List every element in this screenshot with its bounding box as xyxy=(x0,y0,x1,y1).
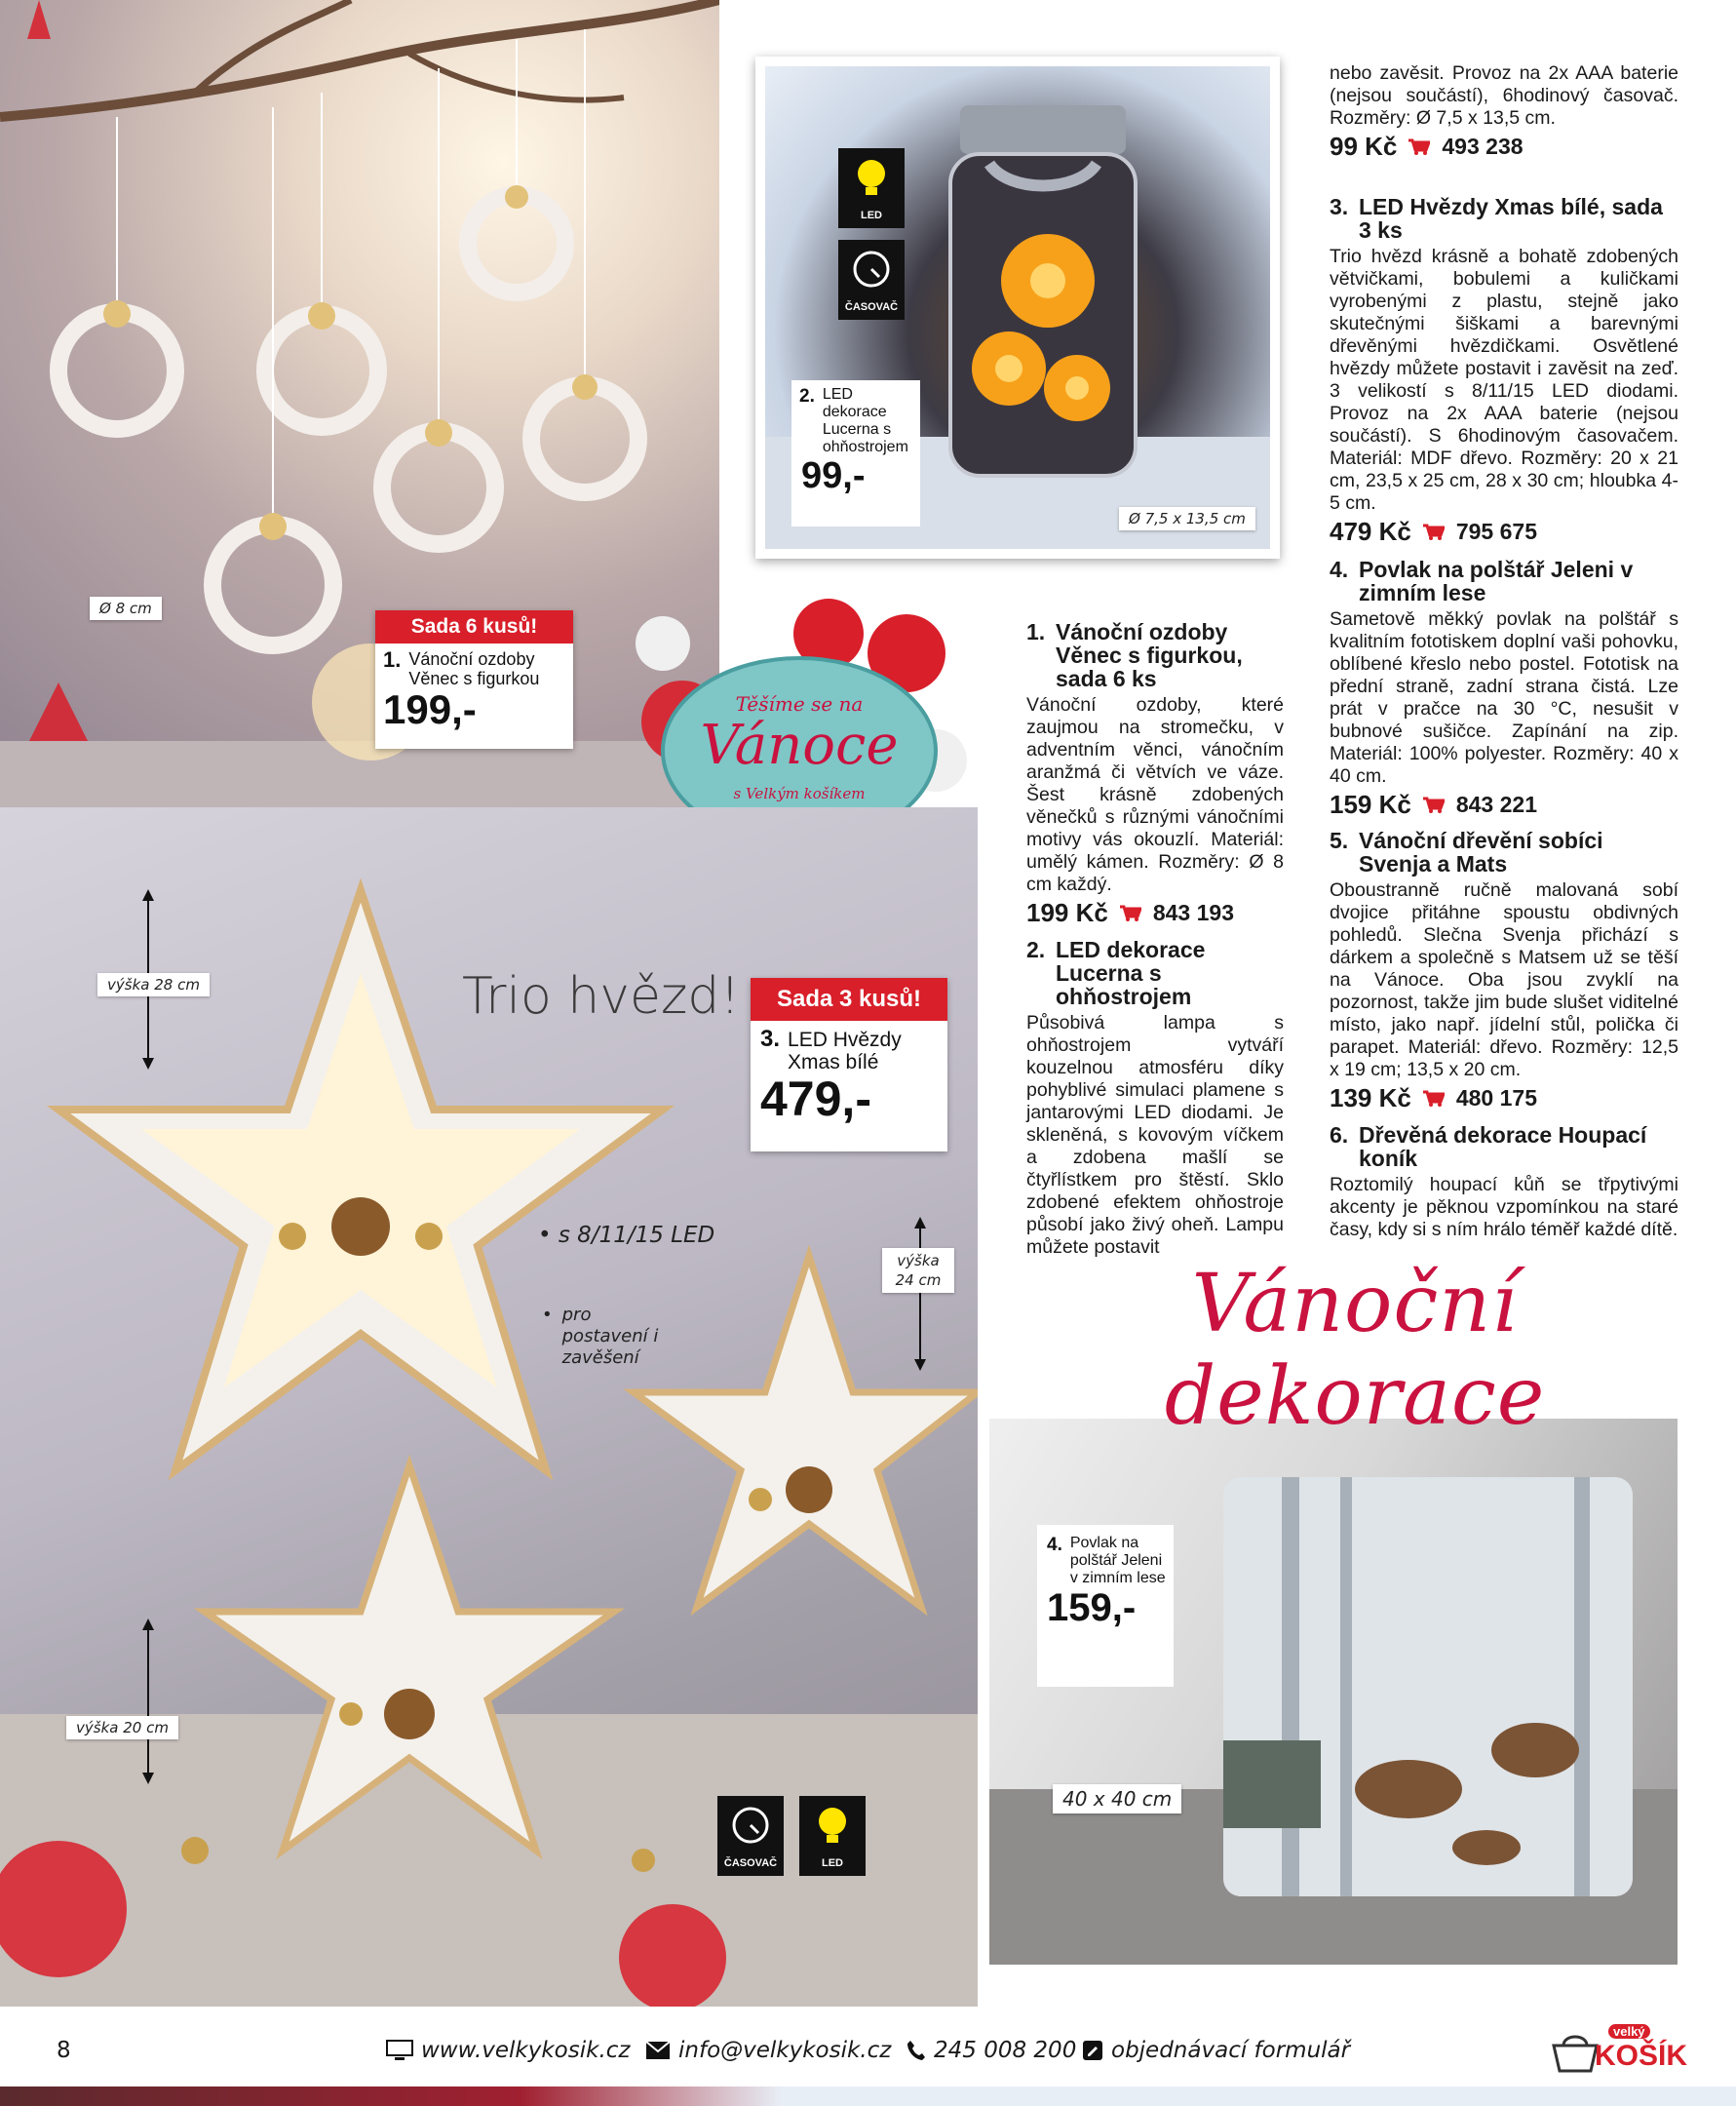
ornaments-tag-price: 199,- xyxy=(383,686,477,732)
lantern-tag-number: 2. xyxy=(799,386,815,407)
product-4-price: 159 Kč xyxy=(1330,790,1411,819)
product-2-continued xyxy=(1330,62,1678,161)
velky-kosik-logo[interactable] xyxy=(1550,2018,1686,2077)
phone-icon xyxy=(907,2040,926,2061)
product-4-description: Sametově měkký povlak na polštář s kvalitním fototiskem doplní vaši pohovku, oblíbené křeslo nebo postel. Fototisk na přední straně, zadní strana čistá. Lze prát v pračce na 30 °C, nesušit v bubnové sušičce. Zapínání na zip. Materiál: 100% polyester. Rozměry: 40 x 40 cm. xyxy=(1330,608,1678,787)
product-3-block xyxy=(1330,194,1678,546)
product-4-title: Povlak na polštář Jeleni v zimním lese xyxy=(1359,557,1634,605)
product-1-price-line xyxy=(1026,898,1284,927)
product-5-title: Vánoční dřevění sobíci Svenja a Mats xyxy=(1359,828,1603,877)
stars-bullet-mount-text: pro postavení i zavěšení xyxy=(561,1305,659,1368)
product-2-block xyxy=(1026,938,1284,1259)
led-label: LED xyxy=(861,210,882,221)
footer-email-link[interactable] xyxy=(645,2038,891,2063)
footer-phone-link[interactable] xyxy=(907,2038,1076,2063)
ornaments-price-tag xyxy=(375,610,573,749)
ornaments-tag-name: Vánoční ozdoby Věnec s figurkou xyxy=(408,649,540,688)
stars-tag-price: 479,- xyxy=(760,1072,871,1126)
product-6-block xyxy=(1330,1123,1678,1241)
logo-big-text: KOŠÍK xyxy=(1595,2040,1688,2072)
product-3-title: LED Hvězdy Xmas bílé, sada 3 ks xyxy=(1359,194,1663,243)
bottom-decor-strip xyxy=(0,2086,1736,2106)
cart-icon xyxy=(1423,524,1445,541)
stars-led-badge xyxy=(799,1796,866,1876)
footer-email-text: info@velkykosik.cz xyxy=(678,2038,892,2063)
ornaments-photo xyxy=(0,0,719,807)
stars-bullet-mount: • pro postavení i zavěšení xyxy=(542,1305,659,1368)
product-6-title: Dřevěná dekorace Houpací koník xyxy=(1359,1122,1647,1171)
lantern-price-tag xyxy=(791,380,920,526)
product-5-price: 139 Kč xyxy=(1330,1083,1411,1112)
timer-icon xyxy=(838,240,905,298)
cart-icon xyxy=(1120,905,1141,922)
page-number: 8 xyxy=(57,2038,71,2063)
envelope-icon xyxy=(645,2041,671,2060)
product-3-code: 795 675 xyxy=(1455,519,1537,544)
logo-small-text: velký xyxy=(1608,2024,1650,2039)
stars-timer-label: ČASOVAČ xyxy=(723,1857,778,1869)
cart-icon xyxy=(1408,138,1430,156)
product-4-code: 843 221 xyxy=(1455,792,1537,817)
product-4-block xyxy=(1330,557,1678,819)
product-2-code: 493 238 xyxy=(1442,134,1524,159)
footer-order-form-link[interactable] xyxy=(1082,2038,1350,2063)
product-4-price-line xyxy=(1330,790,1678,819)
stars-dimension-28: výška 28 cm xyxy=(97,973,210,996)
stars-set-header: Sada 3 kusů! xyxy=(751,978,947,1021)
product-5-code: 480 175 xyxy=(1455,1085,1537,1111)
product-6-description: Roztomilý houpací kůň se třpytivými akcenty je pěknou vzpomínkou na staré časy, kdy si s ním hrálo téměř každé dítě. xyxy=(1330,1174,1678,1240)
footer-web-link[interactable] xyxy=(386,2038,630,2063)
lantern-led-badge xyxy=(838,148,905,228)
page-footer xyxy=(0,2007,1736,2094)
lantern-tag-name: LED dekorace Lucerna s ohňostrojem xyxy=(822,386,908,455)
product-3-number: 3. xyxy=(1330,194,1349,219)
emblem-line2: Vánoce xyxy=(700,714,899,777)
cart-icon xyxy=(1423,797,1445,814)
product-5-number: 5. xyxy=(1330,828,1349,853)
product-1-number: 1. xyxy=(1026,619,1046,644)
lantern-timer-badge xyxy=(838,240,905,320)
product-6-number: 6. xyxy=(1330,1122,1349,1148)
product-3-price: 479 Kč xyxy=(1330,517,1411,546)
product-5-price-line xyxy=(1330,1083,1678,1112)
edit-form-icon xyxy=(1082,2040,1103,2061)
product-3-description: Trio hvězd krásně a bohatě zdobených větvičkami, bobulemi a kuličkami vyrobenými z plastu, stejně jako skutečnými šiškami a barevnými dřevěnými hvězdičkami. Osvětlené hvězdy můžete postavit i zavěsit na zeď. 3 velikostí s 8/11/15 LED diodami. Provoz na 2x AAA baterie (nejsou součástí). S 6hodinovým časovačem. Materiál: MDF dřevo. Rozměry: 20 x 21 cm, 23,5 x 25 cm, 28 x 30 cm; hloubka 4-5 cm. xyxy=(1330,246,1678,514)
stars-dimension-24-text: výška 24 cm xyxy=(895,1252,942,1289)
ornaments-dimension-label: Ø 8 cm xyxy=(90,597,162,620)
pillow-dimension-label: 40 x 40 cm xyxy=(1053,1784,1181,1814)
product-2-price-line xyxy=(1330,132,1678,161)
stars-timer-badge xyxy=(717,1796,784,1876)
pillow-tag-price: 159,- xyxy=(1047,1586,1137,1629)
pillow-tag-name: Povlak na polštář Jeleni v zimním lese xyxy=(1069,1535,1166,1586)
product-1-title: Vánoční ozdoby Věnec s figurkou, sada 6 ks xyxy=(1056,619,1243,691)
product-2-number: 2. xyxy=(1026,937,1046,962)
cart-icon xyxy=(1423,1090,1445,1108)
ornaments-set-header: Sada 6 kusů! xyxy=(375,610,573,644)
monitor-icon xyxy=(386,2040,413,2061)
timer-label: ČASOVAČ xyxy=(844,301,899,313)
emblem-line3: s Velkým košíkem xyxy=(733,785,866,802)
product-3-price-line xyxy=(1330,517,1678,546)
footer-order-form-text: objednávací formulář xyxy=(1111,2038,1351,2063)
emblem-line1: Těšíme se na xyxy=(735,692,864,716)
pillow-photo xyxy=(989,1419,1678,1965)
product-5-description: Oboustranně ručně malovaná sobí dvojice přitáhne spoustu obdivných pohledů. Slečna Svenja přichází s dárkem a společně s Matsem už se těší na Vánoce. Oba jsou zvyklí na pozornost, takže jim bude slušet viditelné místo, jako např. jídelní stůl, polička či parapet. Materiál: dřevo. Rozměry: 12,5 x 19 cm; 13,5 x 20 cm. xyxy=(1330,879,1678,1080)
stars-tag-name: LED Hvězdy Xmas bílé xyxy=(788,1029,902,1073)
pillow-price-tag xyxy=(1037,1525,1174,1687)
product-1-block xyxy=(1026,619,1284,927)
footer-web-text: www.velkykosik.cz xyxy=(421,2038,631,2063)
product-2-description: Působivá lampa s ohňostrojem vytváří kouzelnou atmosféru díky pohyblivé simulaci plamene s jantarovými LED diodami. Je skleněná, s kovovým víčkem a zdobena mašlí se čtyřlístkem pro štěstí. Sklo zdobené efektem ohňostroje působí jako živý oheň. Lampu můžete postavit xyxy=(1026,1012,1284,1258)
stars-led-label: LED xyxy=(822,1857,843,1869)
product-1-price: 199 Kč xyxy=(1026,898,1108,927)
product-2-title: LED dekorace Lucerna s ohňostrojem xyxy=(1056,937,1206,1009)
stars-bullet-led-text: s 8/11/15 LED xyxy=(558,1223,715,1248)
stars-bullet-led: • s 8/11/15 LED xyxy=(538,1223,715,1248)
basket-logo-icon xyxy=(1550,2032,1601,2075)
height-arrow-20-icon xyxy=(136,1618,160,1784)
footer-phone-text: 245 008 200 xyxy=(934,2038,1077,2063)
stars-dimension-24 xyxy=(882,1248,954,1293)
lantern-dimension-label: Ø 7,5 x 13,5 cm xyxy=(1119,507,1255,530)
product-2-description-continued: nebo zavěsit. Provoz na 2x AAA baterie (nejsou součástí), 6hodinový časovač. Rozměry: Ø 7,5 x 13,5 cm. xyxy=(1330,62,1678,129)
ornaments-tag-number: 1. xyxy=(383,647,402,672)
lightbulb-icon xyxy=(838,148,905,207)
lantern-tag-price: 99,- xyxy=(801,455,866,496)
product-1-code: 843 193 xyxy=(1152,900,1234,925)
stars-price-tag xyxy=(751,978,947,1151)
height-arrow-24-icon xyxy=(908,1217,932,1371)
product-1-description: Vánoční ozdoby, které zaujmou na stromečku, v adventním věnci, vánočním aranžmá či větvích ve váze. Šest krásně zdobených věnečků s různými vánočními motivy vás okouzlí. Materiál: umělý kámen. Rozměry: Ø 8 cm každý. xyxy=(1026,694,1284,895)
timer-icon xyxy=(717,1796,784,1854)
product-4-number: 4. xyxy=(1330,557,1349,582)
section-title: Vánoční dekorace xyxy=(1164,1258,1546,1443)
product-5-block xyxy=(1330,829,1678,1110)
stars-headline: Trio hvězd! xyxy=(462,967,741,1026)
product-2-price: 99 Kč xyxy=(1330,132,1398,161)
stars-dimension-20: výška 20 cm xyxy=(66,1716,178,1739)
stars-tag-number: 3. xyxy=(760,1026,781,1052)
lightbulb-icon xyxy=(799,1796,866,1854)
pillow-tag-number: 4. xyxy=(1047,1535,1062,1555)
